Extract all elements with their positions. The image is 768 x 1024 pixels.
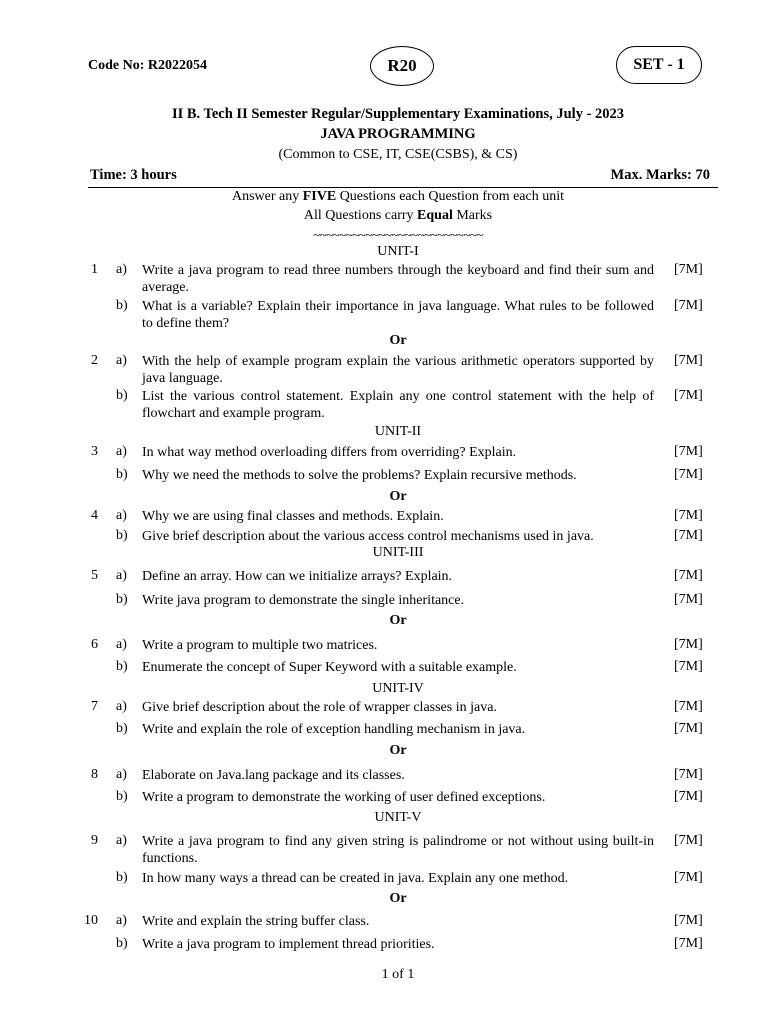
- part-label: a): [116, 637, 127, 652]
- exam-title: II B. Tech II Semester Regular/Supplementary Examinations, July - 2023: [171, 106, 625, 122]
- question-text: Why we need the methods to solve the problems? Explain recursive methods.: [142, 468, 577, 483]
- question-text: Write and explain the role of exception handling mechanism in java.: [142, 722, 526, 737]
- question-text: Write and explain the string buffer class.: [142, 914, 370, 929]
- question-number: 6: [91, 637, 98, 652]
- question-text: With the help of example program explain the various arithmetic operators supported by java language.: [142, 354, 654, 386]
- code-number: Code No: R2022054: [88, 58, 207, 73]
- subject-title: JAVA PROGRAMMING: [320, 126, 476, 142]
- or-separator: Or: [389, 613, 407, 628]
- part-label: a): [116, 767, 127, 782]
- unit-heading: UNIT-V: [374, 810, 422, 825]
- marks: [7M]: [674, 870, 703, 885]
- marks: [7M]: [674, 298, 703, 313]
- question-text: Write a program to multiple two matrices.: [142, 638, 378, 653]
- question-text: Write a java program to read three numbers through the keyboard and find their sum and average.: [142, 263, 654, 295]
- regulation-badge: [370, 46, 434, 86]
- time-allowed: Time: 3 hours: [90, 167, 177, 183]
- question-number: 7: [91, 699, 98, 714]
- marks: [7M]: [674, 508, 703, 523]
- marks: [7M]: [674, 528, 703, 543]
- part-label: b): [116, 659, 128, 674]
- question-number: 5: [91, 568, 98, 583]
- question-text: Write a java program to find any given string is palindrome or not without using built-in functions.: [142, 834, 654, 866]
- marks: [7M]: [674, 699, 703, 714]
- marks: [7M]: [674, 913, 703, 928]
- common-to: (Common to CSE, IT, CSE(CSBS), & CS): [278, 147, 518, 162]
- question-text: Elaborate on Java.lang package and its classes.: [142, 768, 405, 783]
- marks: [7M]: [674, 467, 703, 482]
- question-text: Write java program to demonstrate the single inheritance.: [142, 593, 465, 608]
- regulation-label: R20: [387, 56, 417, 75]
- question-number: 9: [91, 833, 98, 848]
- question-text: Enumerate the concept of Super Keyword with a suitable example.: [142, 660, 517, 675]
- question-number: 4: [91, 508, 98, 523]
- page-number: 1 of 1: [381, 967, 415, 982]
- marks: [7M]: [674, 767, 703, 782]
- question-text: List the various control statement. Explain any one control statement with the help of flowchart and example program.: [142, 389, 654, 421]
- question-number: 2: [91, 353, 98, 368]
- or-separator: Or: [389, 743, 407, 758]
- part-label: b): [116, 870, 128, 885]
- or-separator: Or: [389, 333, 407, 348]
- set-badge: [616, 46, 702, 84]
- part-label: b): [116, 789, 128, 804]
- max-marks: Max. Marks: 70: [610, 167, 710, 183]
- part-label: a): [116, 568, 127, 583]
- part-label: a): [116, 262, 127, 277]
- marks: [7M]: [674, 833, 703, 848]
- question-text: What is a variable? Explain their importance in java language. What rules to be followed to define them?: [142, 299, 654, 331]
- part-label: a): [116, 833, 127, 848]
- marks: [7M]: [674, 568, 703, 583]
- instruction-line-1: Answer any FIVE Questions each Question from each unit: [231, 189, 565, 204]
- question-number: 3: [91, 444, 98, 459]
- unit-heading: UNIT-I: [377, 244, 419, 259]
- part-label: b): [116, 467, 128, 482]
- marks: [7M]: [674, 592, 703, 607]
- part-label: b): [116, 936, 128, 951]
- part-label: a): [116, 508, 127, 523]
- header-divider: [88, 187, 718, 188]
- separator-tilde: ~~~~~~~~~~~~~~~~~~~~~~~~~~: [313, 227, 483, 242]
- part-label: b): [116, 592, 128, 607]
- question-number: 8: [91, 767, 98, 782]
- set-label: SET - 1: [633, 56, 685, 73]
- unit-heading: UNIT-II: [374, 424, 422, 439]
- marks: [7M]: [674, 388, 703, 403]
- marks: [7M]: [674, 721, 703, 736]
- question-text: Why we are using final classes and methods. Explain.: [142, 509, 444, 524]
- marks: [7M]: [674, 444, 703, 459]
- question-number: 10: [84, 913, 98, 928]
- question-number: 1: [91, 262, 98, 277]
- marks: [7M]: [674, 637, 703, 652]
- question-text: Write a program to demonstrate the working of user defined exceptions.: [142, 790, 546, 805]
- marks: [7M]: [674, 659, 703, 674]
- part-label: b): [116, 298, 128, 313]
- part-label: b): [116, 388, 128, 403]
- question-text: In how many ways a thread can be created in java. Explain any one method.: [142, 871, 569, 886]
- question-text: Define an array. How can we initialize arrays? Explain.: [142, 569, 453, 584]
- part-label: a): [116, 444, 127, 459]
- marks: [7M]: [674, 789, 703, 804]
- question-text: Write a java program to implement thread priorities.: [142, 937, 435, 952]
- instruction-line-2: All Questions carry Equal Marks: [303, 208, 493, 223]
- unit-heading: UNIT-III: [372, 545, 424, 560]
- part-label: a): [116, 699, 127, 714]
- question-text: Give brief description about the various access control mechanisms used in java.: [142, 529, 594, 544]
- marks: [7M]: [674, 936, 703, 951]
- part-label: a): [116, 353, 127, 368]
- question-text: In what way method overloading differs from overriding? Explain.: [142, 445, 517, 460]
- or-separator: Or: [389, 891, 407, 906]
- unit-heading: UNIT-IV: [372, 681, 424, 696]
- question-text: Give brief description about the role of wrapper classes in java.: [142, 700, 497, 715]
- marks: [7M]: [674, 353, 703, 368]
- part-label: b): [116, 721, 128, 736]
- part-label: a): [116, 913, 127, 928]
- part-label: b): [116, 528, 128, 543]
- marks: [7M]: [674, 262, 703, 277]
- or-separator: Or: [389, 489, 407, 504]
